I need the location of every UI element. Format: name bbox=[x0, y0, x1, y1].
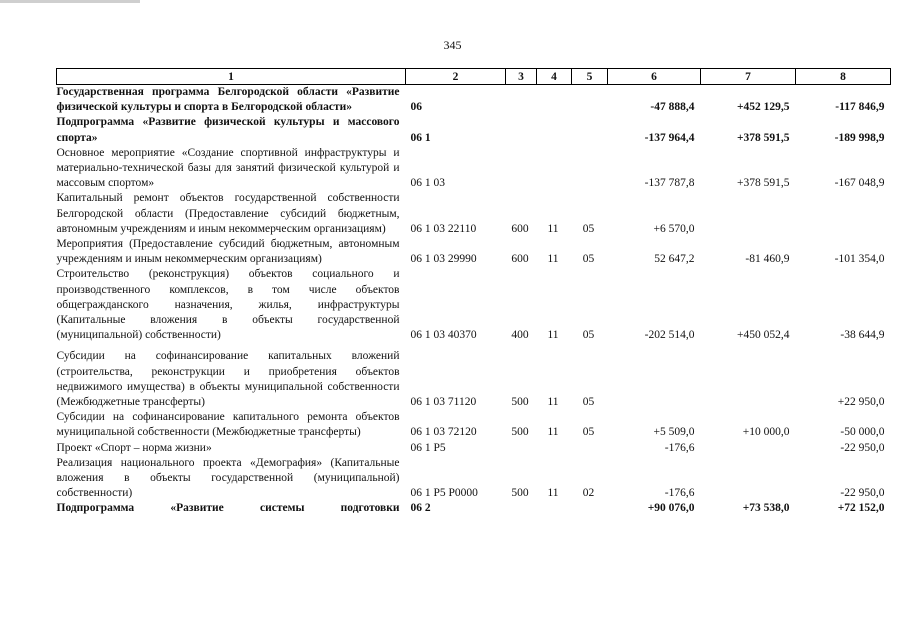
row-value-8: +22 950,0 bbox=[837, 396, 885, 409]
row-value-8 bbox=[796, 191, 891, 237]
page-number: 345 bbox=[443, 38, 462, 52]
row-subsection bbox=[572, 115, 608, 145]
column-header-2: 2 bbox=[406, 69, 506, 85]
row-value-8: -167 048,9 bbox=[834, 177, 885, 190]
row-value-6: 52 647,2 bbox=[654, 253, 695, 266]
row-subsection: 05 bbox=[582, 396, 595, 409]
row-name: Строительство (реконструкция) объектов социального и производственного комплексов, в том числе объектов общегражданского назначения, жилья, инфраструктуры (Капитальные вложения в объекты государственной (муниципальной) собственности) bbox=[56, 268, 400, 342]
row-name: Подпрограмма «Развитие системы подготовки bbox=[56, 502, 400, 515]
column-header-7: 7 bbox=[701, 69, 796, 85]
table-row bbox=[57, 501, 891, 516]
row-value-8: -189 998,9 bbox=[834, 131, 885, 144]
row-expense-type: 500 bbox=[511, 396, 529, 409]
row-value-6: -137 964,4 bbox=[644, 131, 695, 144]
row-section bbox=[537, 115, 572, 145]
row-name: Капитальный ремонт объектов государственной собственности Белгородской области (Предоставление субсидий бюджетным, автономным учреждениям и иным некоммерческим организациям) bbox=[56, 192, 400, 235]
row-code: 06 1 03 29990 bbox=[410, 253, 477, 266]
row-subsection: 05 bbox=[582, 253, 595, 266]
row-expense-type: 500 bbox=[511, 426, 529, 439]
row-value-7: +378 591,5 bbox=[737, 177, 790, 190]
row-expense-type: 500 bbox=[511, 487, 529, 500]
row-section: 11 bbox=[547, 329, 559, 342]
row-subsection bbox=[572, 85, 608, 116]
row-code: 06 1 P5 P0000 bbox=[410, 487, 478, 500]
row-value-7: +452 129,5 bbox=[736, 101, 790, 114]
row-section: 11 bbox=[547, 396, 559, 409]
row-expense-type bbox=[506, 441, 537, 456]
row-subsection: 02 bbox=[582, 487, 595, 500]
row-expense-type bbox=[506, 115, 537, 145]
column-header-4: 4 bbox=[537, 69, 572, 85]
row-subsection bbox=[572, 146, 608, 192]
budget-table bbox=[56, 68, 891, 517]
row-value-8: +72 152,0 bbox=[837, 502, 885, 515]
row-name: Подпрограмма «Развитие физической культуры и массового спорта» bbox=[56, 116, 400, 144]
row-value-8: -22 950,0 bbox=[840, 441, 885, 454]
column-header-3: 3 bbox=[506, 69, 537, 85]
row-subsection bbox=[572, 501, 608, 516]
table-row bbox=[57, 85, 891, 116]
row-section bbox=[537, 441, 572, 456]
row-value-7: +450 052,4 bbox=[737, 329, 790, 342]
row-value-6: -137 787,8 bbox=[644, 177, 695, 190]
row-value-8: -38 644,9 bbox=[840, 329, 885, 342]
row-expense-type bbox=[506, 146, 537, 192]
row-code: 06 1 03 72120 bbox=[410, 426, 477, 439]
row-code: 06 1 03 22110 bbox=[410, 222, 477, 235]
table-row bbox=[57, 267, 891, 343]
row-value-7: -81 460,9 bbox=[745, 253, 790, 266]
table-row bbox=[57, 410, 891, 440]
row-value-7: +378 591,5 bbox=[736, 131, 790, 144]
row-value-8: -22 950,0 bbox=[840, 487, 885, 500]
row-value-6: +6 570,0 bbox=[653, 222, 695, 235]
row-value-7 bbox=[701, 456, 796, 502]
row-subsection: 05 bbox=[582, 329, 595, 342]
row-section: 11 bbox=[547, 426, 559, 439]
row-code: 06 2 bbox=[410, 502, 431, 515]
table-row bbox=[57, 146, 891, 192]
column-header-8: 8 bbox=[796, 69, 891, 85]
row-name: Субсидии на софинансирование капитального ремонта объектов муниципальной собственности (Межбюджетные трансферты) bbox=[56, 411, 400, 439]
row-expense-type: 600 bbox=[511, 222, 529, 235]
row-code: 06 1 03 40370 bbox=[410, 329, 477, 342]
row-code: 06 1 03 bbox=[410, 177, 445, 190]
row-value-6: -176,6 bbox=[664, 441, 695, 454]
row-value-6: -202 514,0 bbox=[644, 329, 695, 342]
row-expense-type bbox=[506, 85, 537, 116]
row-value-6: -47 888,4 bbox=[650, 101, 695, 114]
row-value-6: +5 509,0 bbox=[653, 426, 695, 439]
row-subsection: 05 bbox=[582, 222, 595, 235]
row-value-7: +10 000,0 bbox=[742, 426, 790, 439]
row-name: Реализация национального проекта «Демография» (Капитальные вложения в объекты государственной (муниципальной) собственности) bbox=[56, 456, 400, 500]
row-code: 06 1 P5 bbox=[410, 441, 446, 454]
row-name: Мероприятия (Предоставление субсидий бюджетным, автономным учреждениям и иным некоммерческим организациям) bbox=[56, 238, 400, 266]
scan-edge-mark bbox=[0, 0, 140, 3]
table-row bbox=[57, 343, 891, 410]
table-row bbox=[57, 237, 891, 267]
row-name: Субсидии на софинансирование капитальных вложений (строительства, реконструкции и приобретения объектов недвижимого имущества) в объекты муниципальной собственности (Межбюджетные трансферты) bbox=[56, 350, 400, 409]
row-expense-type: 600 bbox=[511, 253, 529, 266]
row-name: Основное мероприятие «Создание спортивной инфраструктуры и материально-технической базы для занятий физической культурой и массовым спортом» bbox=[56, 146, 400, 190]
row-expense-type bbox=[506, 501, 537, 516]
table-row bbox=[57, 115, 891, 145]
row-code: 06 1 bbox=[410, 131, 431, 144]
row-value-8: -117 846,9 bbox=[835, 101, 885, 114]
table-row bbox=[57, 441, 891, 456]
row-value-6 bbox=[608, 343, 701, 410]
row-section bbox=[537, 501, 572, 516]
column-header-1: 1 bbox=[57, 69, 406, 85]
row-value-8: -50 000,0 bbox=[840, 426, 885, 439]
row-value-7: +73 538,0 bbox=[742, 502, 790, 515]
table-row bbox=[57, 456, 891, 502]
row-code: 06 1 03 71120 bbox=[410, 396, 477, 409]
column-header-6: 6 bbox=[608, 69, 701, 85]
row-expense-type: 400 bbox=[511, 329, 529, 342]
row-subsection bbox=[572, 441, 608, 456]
row-value-6: -176,6 bbox=[664, 487, 695, 500]
row-value-7 bbox=[701, 441, 796, 456]
row-name: Проект «Спорт – норма жизни» bbox=[56, 441, 212, 454]
row-value-7 bbox=[701, 191, 796, 237]
row-subsection: 05 bbox=[582, 426, 595, 439]
table-row bbox=[57, 191, 891, 237]
column-header-5: 5 bbox=[572, 69, 608, 85]
row-section: 11 bbox=[547, 253, 559, 266]
table-header-row bbox=[57, 69, 891, 85]
row-section bbox=[537, 85, 572, 116]
row-section: 11 bbox=[547, 222, 559, 235]
row-name: Государственная программа Белгородской области «Развитие физической культуры и спорта в Белгородской области» bbox=[56, 86, 400, 114]
row-value-6: +90 076,0 bbox=[647, 502, 695, 515]
row-value-8: -101 354,0 bbox=[834, 253, 885, 266]
row-section: 11 bbox=[547, 487, 559, 500]
row-code: 06 bbox=[410, 101, 422, 114]
row-section bbox=[537, 146, 572, 192]
row-value-7 bbox=[701, 343, 796, 410]
